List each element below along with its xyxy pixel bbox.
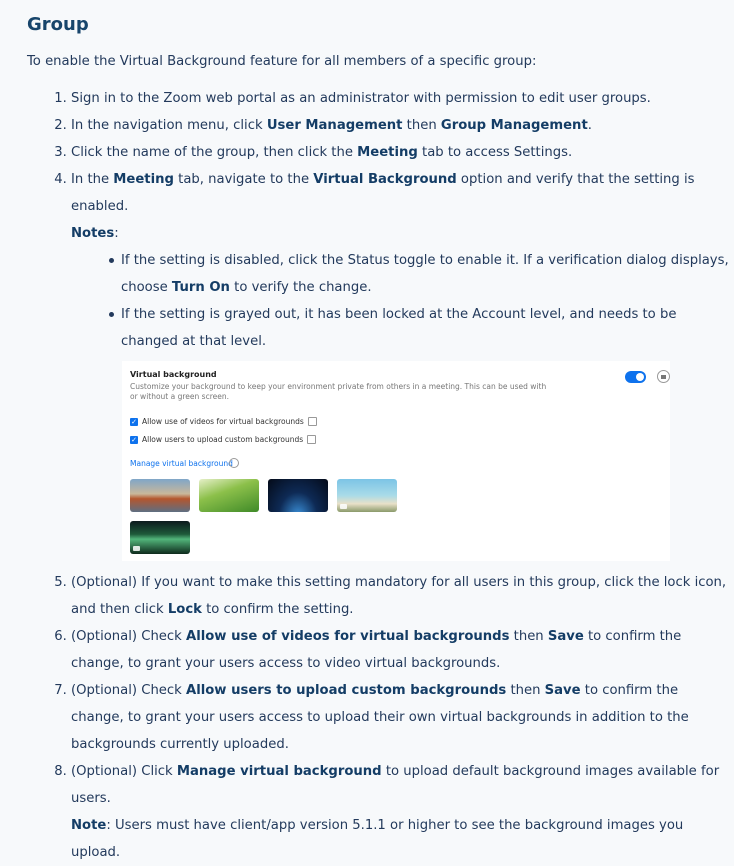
step-2: 2. In the navigation menu, click User Management then Group Management.: [71, 112, 734, 139]
virtual-background-screenshot: [122, 361, 670, 561]
step-5: 5. (Optional) If you want to make this setting mandatory for all users in this group, click the lock icon, and then click Lock to confirm the setting.: [71, 569, 734, 623]
background-thumbnail-aurora[interactable]: [130, 521, 190, 554]
lock-icon[interactable]: [657, 370, 670, 383]
bold-lock: Lock: [167, 602, 202, 617]
step-7: 7. (Optional) Check Allow users to upload custom backgrounds then Save to confirm the change, to grant your users access to upload their own virtual backgrounds in addition to the backgrounds currently uploaded.: [71, 677, 734, 758]
status-toggle[interactable]: [625, 371, 646, 383]
option-videos[interactable]: ✓ Allow use of videos for virtual backgrounds: [130, 416, 317, 427]
section-heading: Group: [27, 14, 89, 35]
bold-allow-upload: Allow users to upload custom backgrounds: [186, 683, 507, 698]
checkbox-checked-icon[interactable]: ✓: [131, 417, 137, 426]
background-thumbnail-beach[interactable]: [337, 479, 397, 512]
video-icon: [340, 504, 347, 509]
bold-virtual-background: Virtual Background: [313, 172, 457, 187]
step-8: 8. (Optional) Click Manage virtual background to upload default background images available for users. Note: Users must have client/app version 5.1.1 or higher to see the background images you upload.: [71, 758, 734, 866]
intro-text: To enable the Virtual Background feature for all members of a specific group:: [27, 54, 537, 69]
bold-meeting: Meeting: [357, 145, 418, 160]
manage-virtual-background-link[interactable]: Manage virtual background: [130, 459, 233, 468]
step-3: 3. Click the name of the group, then click the Meeting tab to access Settings.: [71, 139, 734, 166]
bold-save: Save: [547, 629, 584, 644]
bold-user-management: User Management: [266, 118, 403, 133]
option-upload[interactable]: ✓ Allow users to upload custom backgrounds: [130, 434, 316, 445]
background-thumbnail-grass[interactable]: [199, 479, 259, 512]
bold-manage-virtual-background: Manage virtual background: [176, 764, 382, 779]
step-4: 4. In the Meeting tab, navigate to the Virtual Background option and verify that the setting is enabled. Notes: If the setting is disabled, click the Status toggle to enable it. If a verification dialog displays, choose Turn On to verify the change. If the setting is grayed out, it has been locked at the Account level, and needs to be changed at that level. Virtual background Customize your background to keep your environment private from others in a meeting. This can be used with or without a green screen. ✓ Allow use of videos for virtual backgrounds ✓ Allow users to upload custom backgrounds Manage virtual background: [71, 166, 734, 561]
bold-allow-videos: Allow use of videos for virtual backgrounds: [186, 629, 510, 644]
help-icon[interactable]: [229, 458, 239, 468]
notes-list: [71, 247, 734, 355]
background-thumbnail-bridge[interactable]: [130, 479, 190, 512]
step-6: 6. (Optional) Check Allow use of videos for virtual backgrounds then Save to confirm the change, to grant your users access to video virtual backgrounds.: [71, 623, 734, 677]
bold-save: Save: [544, 683, 581, 698]
bold-meeting-tab: Meeting: [113, 172, 174, 187]
info-icon: [308, 417, 317, 426]
notes-label: Notes:: [71, 226, 119, 241]
bold-group-management: Group Management: [440, 118, 588, 133]
video-icon: [133, 546, 140, 551]
bold-turn-on: Turn On: [171, 280, 230, 295]
note-2: If the setting is grayed out, it has been locked at the Account level, and needs to be changed at that level.: [121, 301, 734, 355]
panel-title: Virtual background: [130, 370, 217, 379]
note-1: If the setting is disabled, click the Status toggle to enable it. If a verification dialog displays, choose Turn On to verify the change.: [121, 247, 734, 301]
steps-list: [27, 85, 734, 866]
step-1: 1. Sign in to the Zoom web portal as an administrator with permission to edit user groups.: [71, 85, 734, 112]
background-thumbnail-earth[interactable]: [268, 479, 328, 512]
final-note: Note: Users must have client/app version 5.1.1 or higher to see the background images you upload.: [71, 818, 684, 860]
info-icon: [307, 435, 316, 444]
panel-description: Customize your background to keep your environment private from others in a meeting. This can be used with or without a green screen.: [130, 382, 547, 401]
checkbox-checked-icon[interactable]: ✓: [131, 435, 137, 444]
